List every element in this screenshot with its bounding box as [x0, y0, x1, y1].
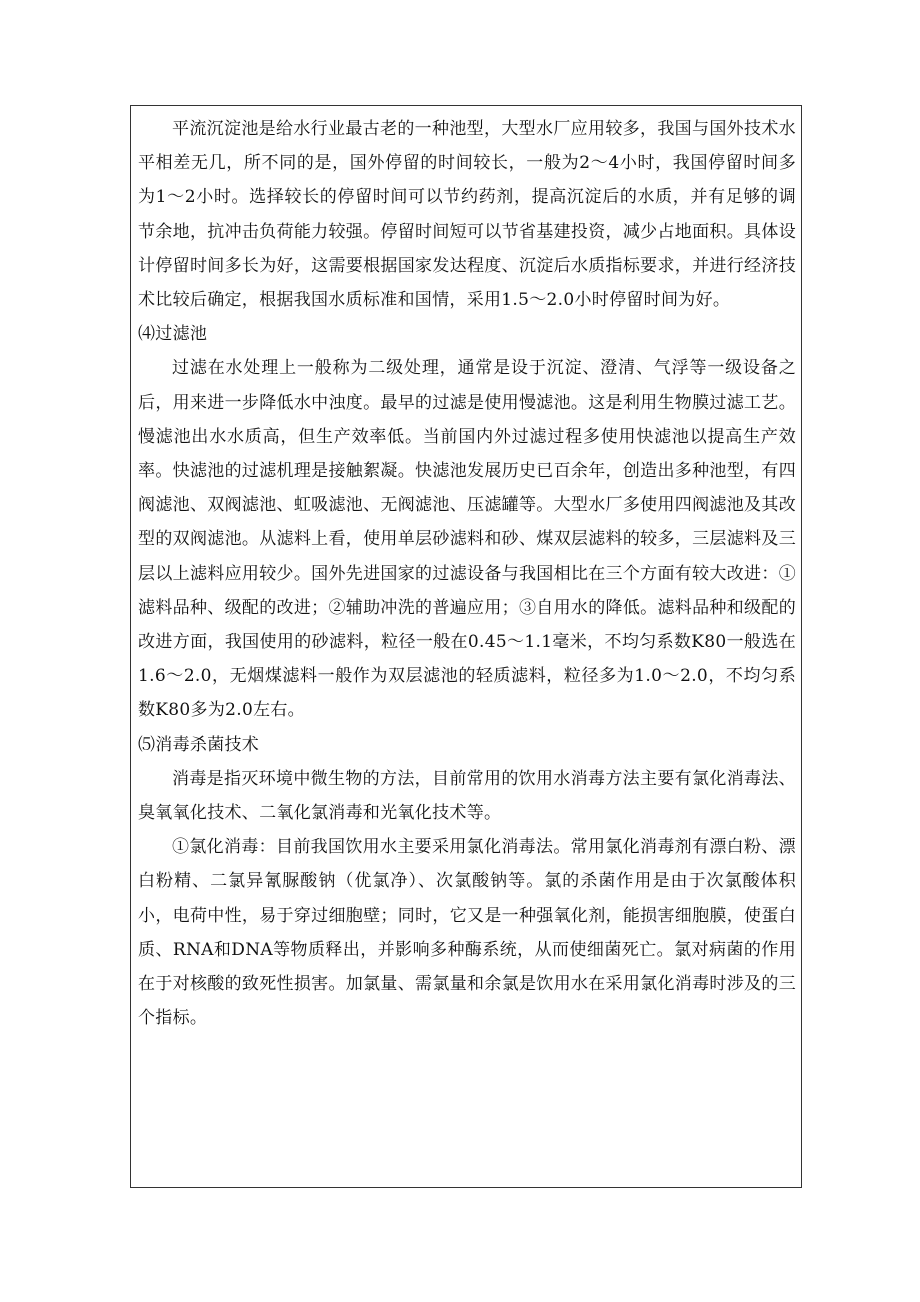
heading-filter-tank: ⑷过滤池 — [138, 324, 208, 345]
paragraph-sedimentation-tank: 平流沉淀池是给水行业最古老的一种池型，大型水厂应用较多，我国与国外技术水平相差无几，所不同的是，国外停留的时间较长，一般为2～4小时，我国停留时间多为1～2小时。选择较长的停留时间可以节约药剂，提高沉淀后的水质，并有足够的调节余地，抗冲击负荷能力较强。停留时间短可以节省基建投资，减少占地面积。具体设计停留时间多长为好，这需要根据国家发达程度、沉淀后水质指标要求，并进行经济技术比较后确定，根据我国水质标准和国情，采用1.5～2.0小时停留时间为好。 — [138, 119, 796, 311]
paragraph-disinfection-intro: 消毒是指灭环境中微生物的方法，目前常用的饮用水消毒方法主要有氯化消毒法、臭氧氧化技术、二氧化氯消毒和光氧化技术等。 — [138, 768, 796, 824]
paragraph-chlorination: ①氯化消毒：目前我国饮用水主要采用氯化消毒法。常用氯化消毒剂有漂白粉、漂白粉精、二氯异氰脲酸钠（优氯净）、次氯酸钠等。氯的杀菌作用是由于次氯酸体积小，电荷中性，易于穿过细胞壁；同时，它又是一种强氧化剂，能损害细胞膜，使蛋白质、RNA和DNA等物质释出，并影响多种酶系统，从而使细菌死亡。氯对病菌的作用在于对核酸的致死性损害。加氯量、需氯量和余氯是饮用水在采用氯化消毒时涉及的三个指标。 — [138, 837, 796, 1029]
paragraph-filtration: 过滤在水处理上一般称为二级处理，通常是设于沉淀、澄清、气浮等一级设备之后，用来进一步降低水中浊度。最早的过滤是使用慢滤池。这是利用生物膜过滤工艺。慢滤池出水水质高，但生产效率低。当前国内外过滤过程多使用快滤池以提高生产效率。快滤池的过滤机理是接触絮凝。快滤池发展历史已百余年，创造出多种池型，有四阀滤池、双阀滤池、虹吸滤池、无阀滤池、压滤罐等。大型水厂多使用四阀滤池及其改型的双阀滤池。从滤料上看，使用单层砂滤料和砂、煤双层滤料的较多，三层滤料及三层以上滤料应用较少。国外先进国家的过滤设备与我国相比在三个方面有较大改进：①滤料品种、级配的改进；②辅助冲洗的普遍应用；③自用水的降低。滤料品种和级配的改进方面，我国使用的砂滤料，粒径一般在0.45～1.1毫米，不均匀系数K80一般选在1.6～2.0，无烟煤滤料一般作为双层滤池的轻质滤料，粒径多为1.0～2.0，不均匀系数K80多为2.0左右。 — [138, 358, 796, 721]
heading-disinfection: ⑸消毒杀菌技术 — [138, 734, 260, 755]
document-body — [138, 112, 796, 1035]
